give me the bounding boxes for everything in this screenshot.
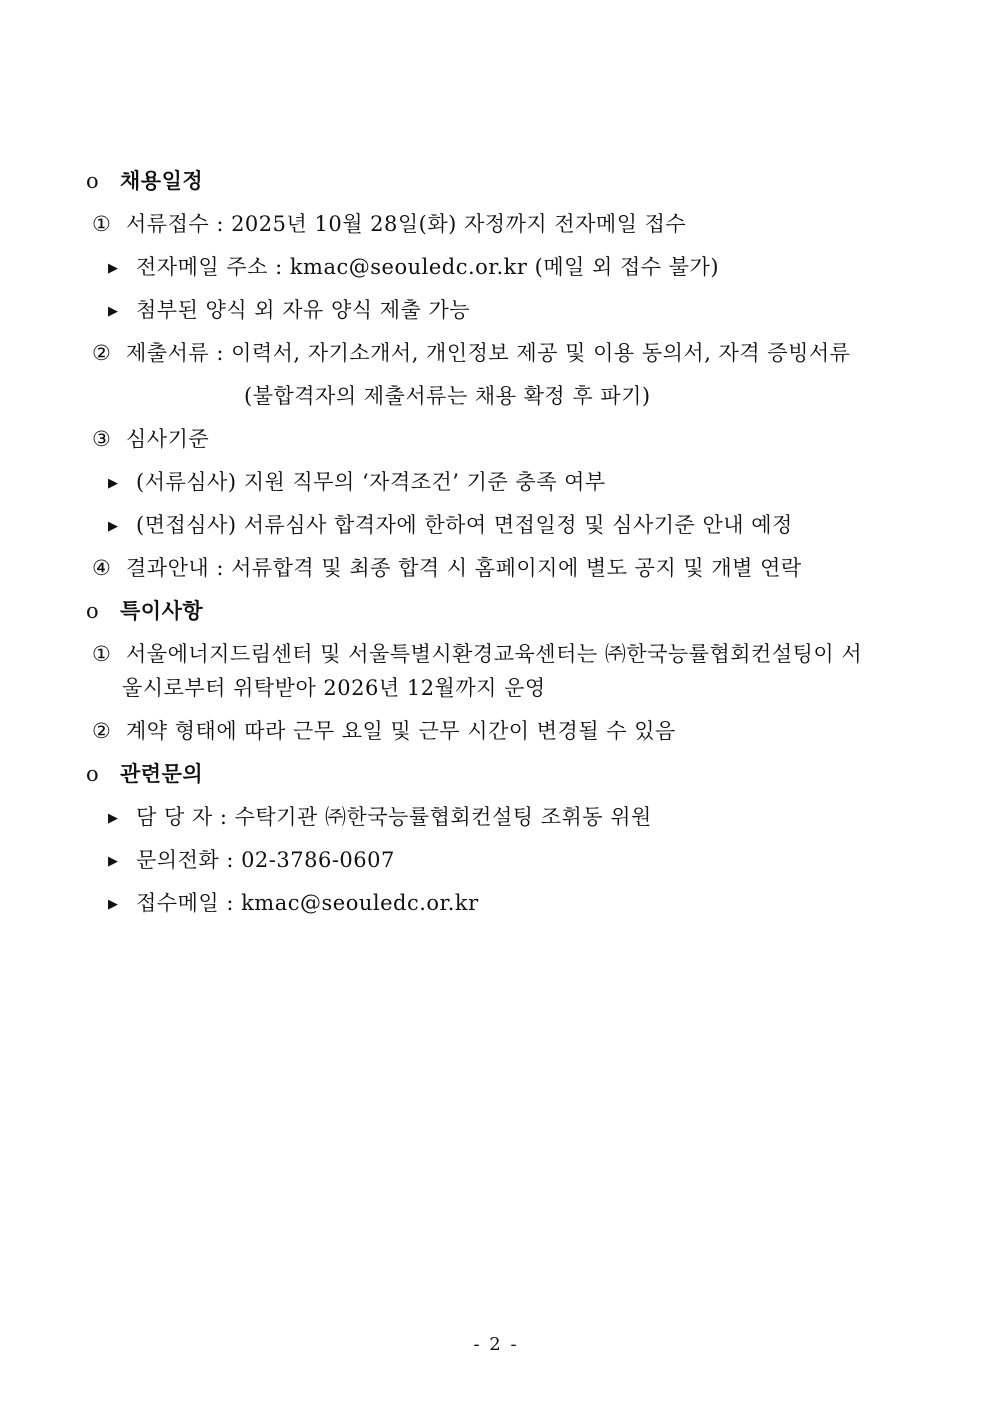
document-disposal-note: (불합격자의 제출서류는 채용 확정 후 파기) — [244, 384, 651, 408]
notes-item-1-text: 서울에너지드림센터 및 서울특별시환경교육센터는 ㈜한국능률협회컨설팅이 서 — [126, 642, 863, 666]
document-review-text: (서류심사) 지원 직무의 ‘자격조건’ 기준 충족 여부 — [136, 470, 606, 494]
circled-number-2: ② — [92, 719, 112, 743]
circle-bullet-icon: o — [86, 599, 100, 623]
schedule-item-4-text: 결과안내 : 서류합격 및 최종 합격 시 홈페이지에 별도 공지 및 개별 연락 — [126, 556, 802, 580]
schedule-item-2 — [92, 340, 850, 366]
schedule-item-1-sub-2 — [108, 297, 470, 325]
triangle-bullet-icon: ▶ — [108, 519, 119, 534]
triangle-bullet-icon: ▶ — [108, 476, 119, 491]
circle-bullet-icon: o — [86, 169, 100, 193]
circled-number-1: ① — [92, 642, 112, 666]
schedule-item-3-sub-2 — [108, 512, 793, 540]
schedule-item-2-continuation — [244, 383, 651, 409]
page-number: - 2 - — [473, 1334, 519, 1355]
contact-person-text: 담 당 자 : 수탁기관 ㈜한국능률협회컨설팅 조휘동 위원 — [136, 805, 652, 829]
circled-number-3: ③ — [92, 427, 112, 451]
schedule-item-3-sub-1 — [108, 469, 606, 497]
schedule-item-1-sub-1 — [108, 254, 719, 282]
schedule-title: 채용일정 — [120, 168, 204, 193]
circle-bullet-icon: o — [86, 762, 100, 786]
interview-review-text: (면접심사) 서류심사 합격자에 한하여 면접일정 및 심사기준 안내 예정 — [136, 513, 793, 537]
email-text: 접수메일 : kmac@seouledc.or.kr — [136, 891, 479, 915]
notes-title: 특이사항 — [120, 598, 204, 623]
schedule-item-4 — [92, 555, 802, 581]
triangle-bullet-icon: ▶ — [108, 304, 119, 319]
section-heading-notes — [86, 598, 203, 624]
triangle-bullet-icon: ▶ — [108, 261, 119, 276]
notes-item-2-text: 계약 형태에 따라 근무 요일 및 근무 시간이 변경될 수 있음 — [126, 719, 676, 743]
inquiry-phone — [108, 847, 395, 875]
notes-item-2 — [92, 718, 676, 744]
inquiry-contact-person — [108, 804, 652, 832]
circled-number-4: ④ — [92, 556, 112, 580]
triangle-bullet-icon: ▶ — [108, 811, 119, 826]
section-heading-inquiry — [86, 761, 203, 787]
form-note-text: 첨부된 양식 외 자유 양식 제출 가능 — [136, 298, 471, 322]
triangle-bullet-icon: ▶ — [108, 854, 119, 869]
circled-number-2: ② — [92, 341, 112, 365]
schedule-item-1 — [92, 211, 686, 237]
schedule-item-1-text: 서류접수 : 2025년 10월 28일(화) 자정까지 전자메일 접수 — [126, 212, 687, 236]
notes-item-1-continuation-text: 울시로부터 위탁받아 2026년 12월까지 운영 — [122, 676, 546, 700]
circled-number-1: ① — [92, 212, 112, 236]
section-heading-schedule — [86, 168, 203, 194]
notes-item-1-continuation — [122, 675, 546, 701]
schedule-item-3 — [92, 426, 209, 452]
notes-item-1 — [92, 641, 862, 667]
schedule-item-2-text: 제출서류 : 이력서, 자기소개서, 개인정보 제공 및 이용 동의서, 자격 증빙서류 — [126, 341, 851, 365]
schedule-item-3-text: 심사기준 — [126, 427, 210, 451]
inquiry-email — [108, 890, 479, 918]
triangle-bullet-icon: ▶ — [108, 897, 119, 912]
email-address-text: 전자메일 주소 : kmac@seouledc.or.kr (메일 외 접수 불가) — [136, 255, 720, 279]
phone-text: 문의전화 : 02-3786-0607 — [136, 848, 395, 872]
inquiry-title: 관련문의 — [120, 761, 204, 786]
